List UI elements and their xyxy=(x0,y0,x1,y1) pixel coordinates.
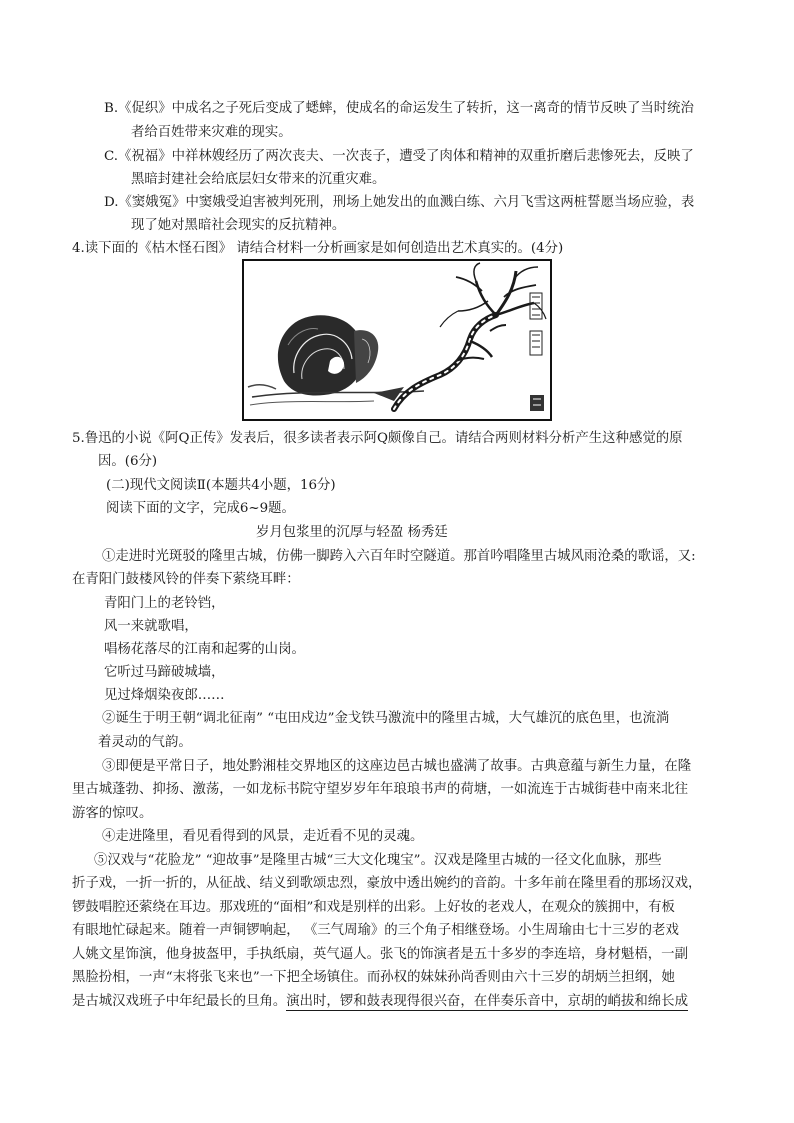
paragraph-5-line4: 有眼地忙碌起来。随着一声铜锣响起， 《三气周瑜》的三个角子相继登场。小生周瑜由七十三岁的老戏 xyxy=(72,923,679,938)
poem-line: 风一来就歌唱， xyxy=(104,619,198,634)
paragraph-3-line1: ③即便是平常日子，地处黔湘桂交界地区的这座边邑古城也盛满了故事。古典意蕴与新生力量，在隆 xyxy=(102,759,692,774)
paragraph-4: ④走进隆里，看见看得到的风景，走近看不见的灵魂。 xyxy=(102,829,424,844)
poem-line: 见过烽烟染夜郎…… xyxy=(104,688,225,703)
poem-line: 它听过马蹄破城墙， xyxy=(104,665,225,680)
paragraph-3-line2: 里古城蓬勃、抑扬、激荡，一如龙标书院守望岁岁年年琅琅书声的荷塘，一如流连于古城街巷中南来北往 xyxy=(72,782,688,797)
paragraph-5-line5: 人姚文星饰演，他身披盔甲，手执纸扇，英气逼人。张飞的饰演者是五十多岁的李连培，身材魁梧，一副 xyxy=(72,947,688,962)
paragraph-5-line2: 折子戏，一折一折的，从征战、结义到歌颂忠烈，豪放中透出婉约的音韵。十多年前在隆里看的那场汉戏， xyxy=(72,876,702,891)
option-c-line2: 黑暗封建社会给底层妇女带来的沉重灾难。 xyxy=(131,172,386,187)
reading-instruction: 阅读下面的文字，完成6~9题。 xyxy=(106,501,295,516)
option-d-line1: D.《窦娥冤》中窦娥受迫害被判死刑，刑场上她发出的血溅白练、六月飞雪这两桩誓愿当场应验，表 xyxy=(104,195,695,210)
paragraph-5-line7-text: 是古城汉戏班子中年纪最长的旦角。 xyxy=(72,994,287,1009)
option-b-line2: 者给百姓带来灾难的现实。 xyxy=(131,125,292,140)
article-title: 岁月包浆里的沉厚与轻盈 杨秀廷 xyxy=(256,525,448,540)
paragraph-5-line1: ⑤汉戏与“花脸龙” “迎故事”是隆里古城“三大文化瑰宝”。汉戏是隆里古城的一径文化血脉，那些 xyxy=(94,853,662,868)
poem-line: 青阳门上的老铃铛， xyxy=(104,596,225,611)
option-c-line1: C.《祝福》中祥林嫂经历了两次丧夫、一次丧子，遭受了肉体和精神的双重折磨后悲惨死去，反映了 xyxy=(104,149,694,164)
paragraph-5-line7 xyxy=(72,993,688,1011)
option-d-line2: 现了她对黑暗社会现实的反抗精神。 xyxy=(131,218,346,233)
paragraph-2-line2: 着灵动的气韵。 xyxy=(98,735,192,750)
paragraph-5-line3: 锣鼓唱腔还萦绕在耳边。那戏班的“面相”和戏是别样的出彩。上好妆的老戏人，在观众的簇拥中，有板 xyxy=(72,900,675,915)
paragraph-3-line3: 游客的惊叹。 xyxy=(72,806,153,821)
paragraph-5-line6: 黑脸扮相，一声“末将张飞来也”一下把全场镇住。而孙权的妹妹孙尚香则由六十三岁的胡炳兰担纲，她 xyxy=(72,970,675,985)
question-5-line1: 5.鲁迅的小说《阿Q正传》发表后，很多读者表示阿Q颇像自己。请结合两则材料分析产生这种感觉的原 xyxy=(72,431,683,446)
underlined-sentence: 演出时，锣和鼓表现得很兴奋，在伴奏乐音中，京胡的峭拔和绵长成 xyxy=(286,994,688,1009)
question-5-line2: 因。(6分) xyxy=(98,454,158,469)
poem-line: 唱杨花落尽的江南和起雾的山岗。 xyxy=(104,642,305,657)
section-heading: (二)现代文阅读Ⅱ(本题共4小题，16分) xyxy=(106,478,336,493)
paragraph-1-line1: ①走进时光斑驳的隆里古城，仿佛一脚跨入六百年时空隧道。那首吟唱隆里古城风雨沧桑的歌谣，又: xyxy=(102,549,696,564)
paragraph-1-line2: 在青阳门鼓楼风铃的伴奏下萦绕耳畔： xyxy=(72,572,300,587)
withered-tree-rock-painting xyxy=(244,261,550,419)
question-4: 4.读下面的《枯木怪石图》 请结合材料一分析画家是如何创造出艺术真实的。(4分) xyxy=(72,241,564,256)
painting-figure xyxy=(242,259,552,421)
paragraph-2-line1: ②诞生于明王朝“调北征南” “屯田戍边”金戈铁马激流中的隆里古城，大气雄沉的底色里，也流淌 xyxy=(102,711,670,726)
option-b-line1: B.《促织》中成名之子死后变成了蟋蟀，使成名的命运发生了转折，这一离奇的情节反映了当时统治 xyxy=(104,101,694,116)
